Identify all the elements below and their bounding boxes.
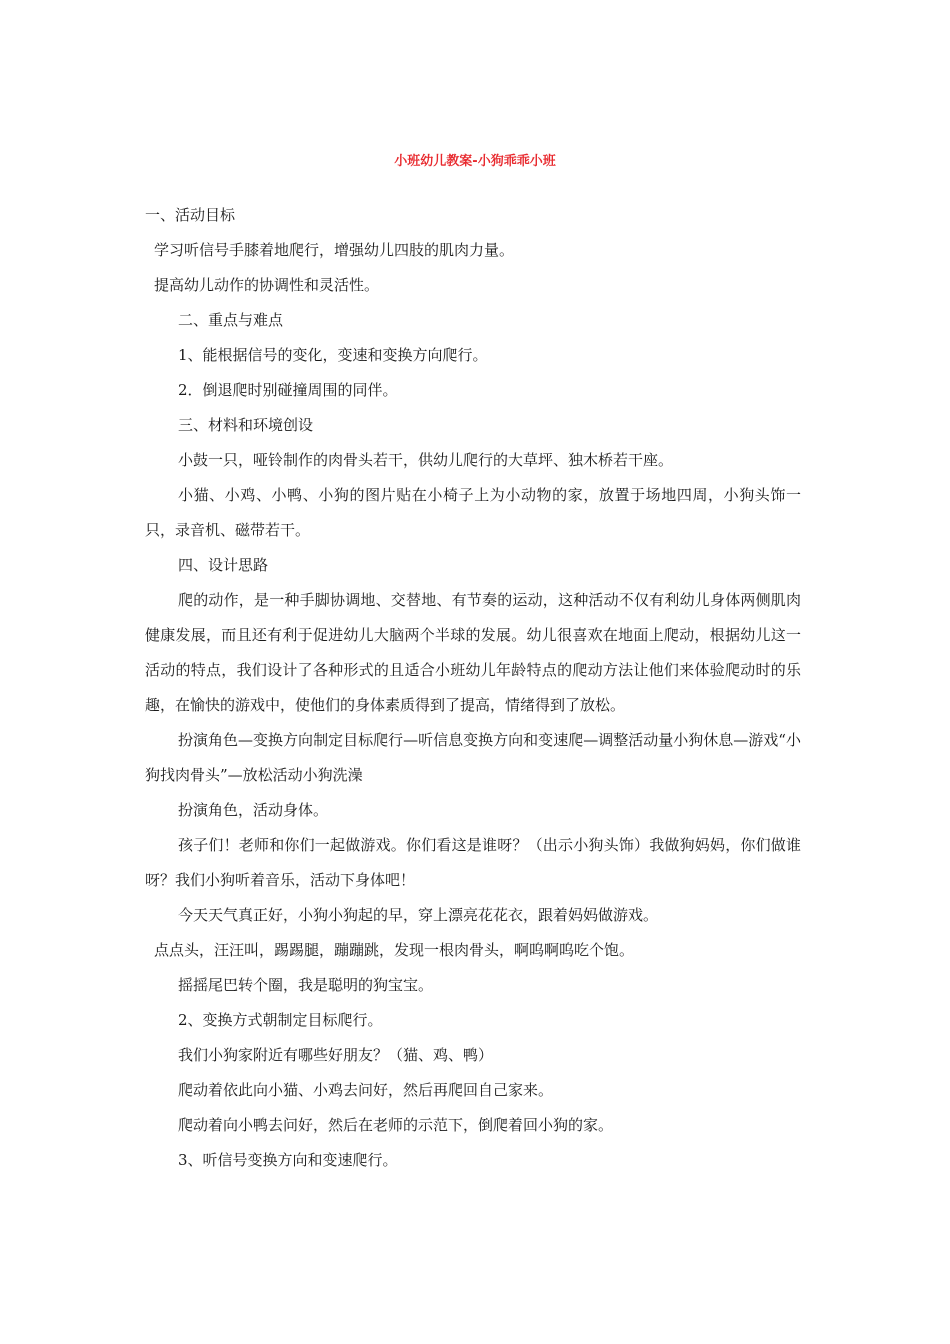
paragraph: 学习听信号手膝着地爬行，增强幼儿四肢的肌肉力量。	[154, 241, 515, 259]
paragraph: 提高幼儿动作的协调性和灵活性。	[154, 276, 380, 294]
paragraph: 3、听信号变换方向和变速爬行。	[178, 1151, 398, 1169]
section-heading-materials: 三、材料和环境创设	[178, 416, 314, 434]
paragraph: 我们小狗家附近有哪些好朋友？（猫、鸡、鸭）	[178, 1046, 494, 1064]
paragraph: 爬动着依此向小猫、小鸡去问好，然后再爬回自己家来。	[178, 1081, 554, 1099]
paragraph: 摇摇尾巴转个圈，我是聪明的狗宝宝。	[178, 976, 434, 994]
paragraph: 小鼓一只，哑铃制作的肉骨头若干，供幼儿爬行的大草坪、独木桥若干座。	[178, 451, 674, 469]
paragraph: 孩子们！老师和你们一起做游戏。你们看这是谁呀？（出示小狗头饰）我做狗妈妈，你们做谁呀？我们小狗听着音乐，活动下身体吧！	[145, 836, 801, 889]
paragraph: 今天天气真正好，小狗小狗起的早，穿上漂亮花花衣，跟着妈妈做游戏。	[178, 906, 659, 924]
paragraph: 扮演角色—变换方向制定目标爬行—听信息变换方向和变速爬—调整活动量小狗休息—游戏“小狗找肉骨头”—放松活动小狗洗澡	[145, 731, 801, 784]
paragraph: 小猫、小鸡、小鸭、小狗的图片贴在小椅子上为小动物的家，放置于场地四周，小狗头饰一只，录音机、磁带若干。	[145, 486, 801, 539]
section-heading-design: 四、设计思路	[178, 556, 269, 574]
paragraph: 点点头，汪汪叫，踢踢腿，蹦蹦跳，发现一根肉骨头，啊呜啊呜吃个饱。	[154, 941, 635, 959]
paragraph: 2、变换方式朝制定目标爬行。	[178, 1011, 383, 1029]
section-heading-key-points: 二、重点与难点	[178, 311, 284, 329]
paragraph: 爬动着向小鸭去问好，然后在老师的示范下，倒爬着回小狗的家。	[178, 1116, 614, 1134]
paragraph: 1、能根据信号的变化，变速和变换方向爬行。	[178, 346, 488, 364]
paragraph: 扮演角色，活动身体。	[178, 801, 329, 819]
document-body	[145, 198, 801, 1178]
paragraph: 2．倒退爬时别碰撞周围的同伴。	[178, 381, 398, 399]
section-heading-goals: 一、活动目标	[145, 206, 236, 224]
paragraph: 爬的动作，是一种手脚协调地、交替地、有节奏的运动，这种活动不仅有利幼儿身体两侧肌肉健康发展，而且还有利于促进幼儿大脑两个半球的发展。幼儿很喜欢在地面上爬动，根据幼儿这一活动的特点，我们设计了各种形式的且适合小班幼儿年龄特点的爬动方法让他们来体验爬动时的乐趣，在愉快的游戏中，使他们的身体素质得到了提高，情绪得到了放松。	[145, 591, 801, 714]
document-title: 小班幼儿教案-小狗乖乖小班	[394, 154, 556, 169]
